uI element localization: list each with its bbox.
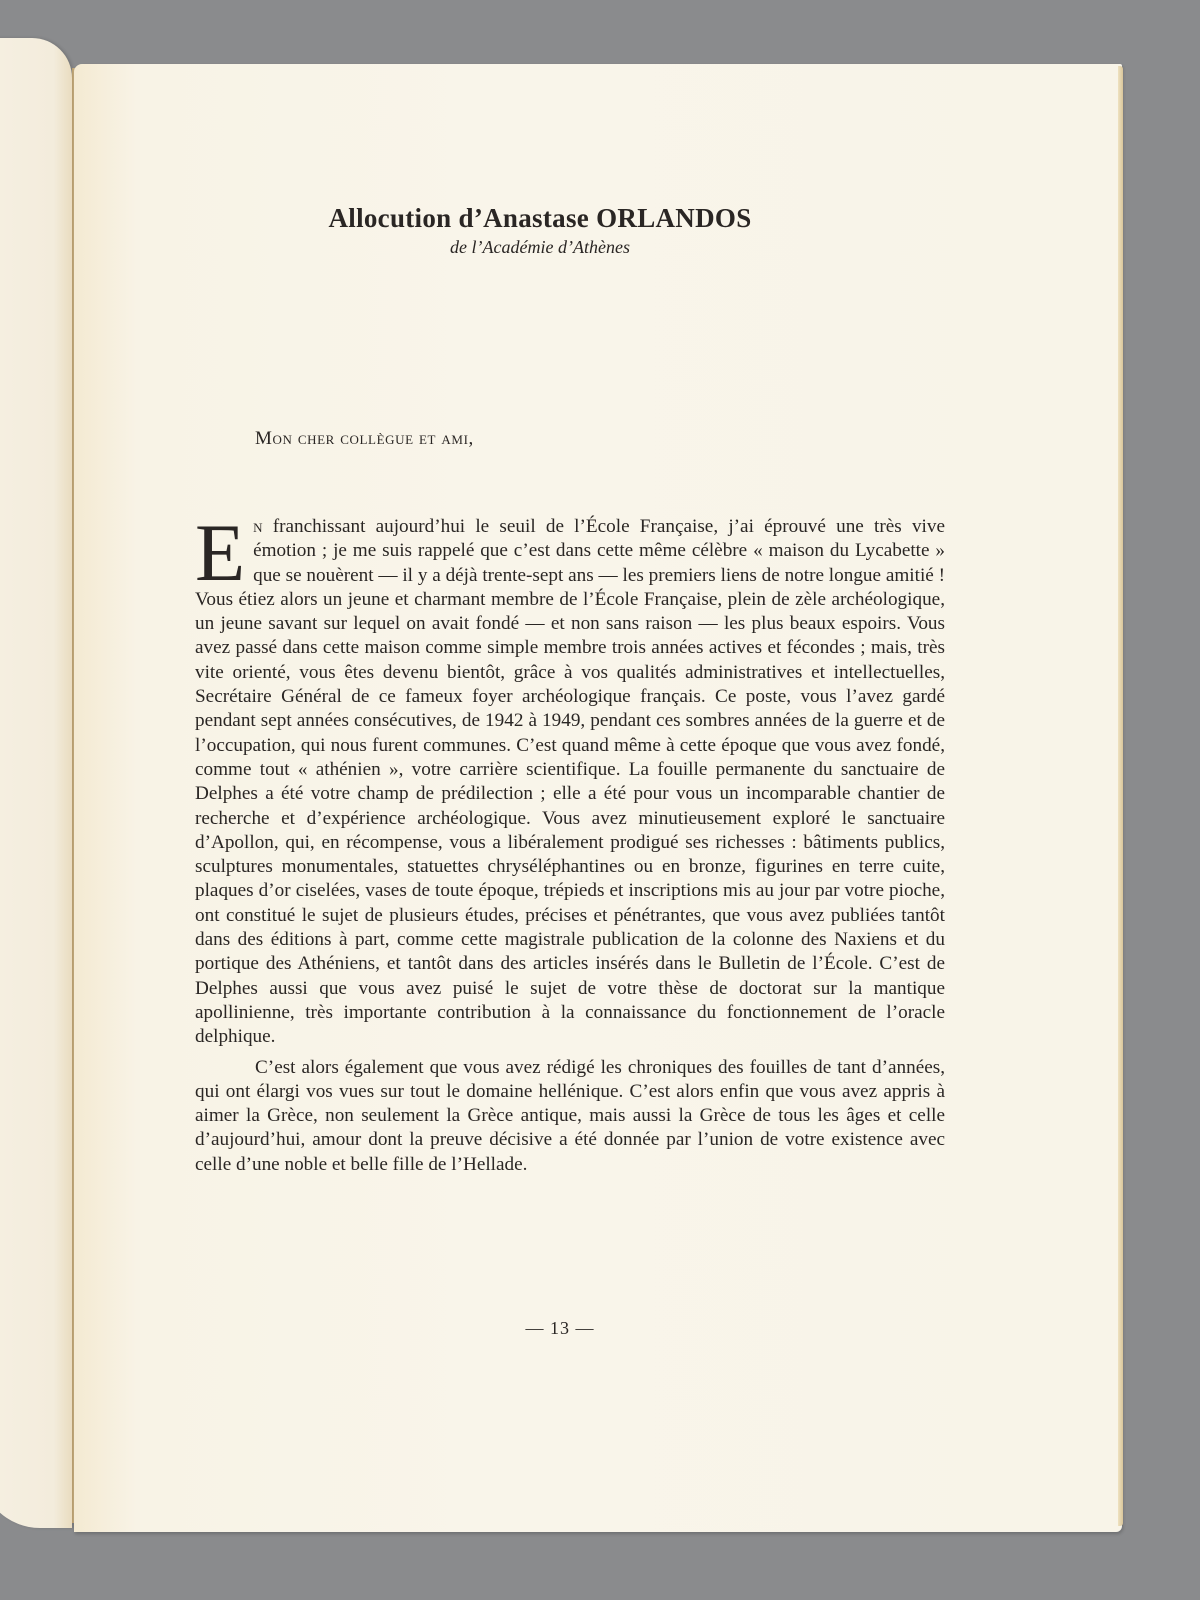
left-page-edge [0, 38, 72, 1528]
page-number: — 13 — [525, 1318, 595, 1338]
page-subtitle: de l’Académie d’Athènes [450, 237, 630, 257]
paragraph-2: C’est alors également que vous avez rédigé les chroniques des fouilles de tant d’années, qui ont élargi vos vues sur tout le domaine hellénique. C’est alors enfin que vous avez appris à aimer la Grèce, non seulement la Grèce antique, mais aussi la Grèce de tous les âges et celle d’aujourd’hui, amour dont la preuve décisive a été donnée par l’union de votre existence avec celle d’une noble et belle fille de l’Hellade. [195, 1056, 945, 1175]
salutation: Mon cher collègue et ami, [255, 428, 474, 449]
page-content [195, 200, 945, 1338]
page-stack-edge [1118, 66, 1123, 1526]
page-title: Allocution d’Anastase ORLANDOS [328, 203, 752, 233]
body-text [195, 507, 945, 1177]
paragraph-1-text: franchissant aujourd’hui le seuil de l’École Française, j’ai éprouvé une très vive émotion ; je me suis rappelé que c’est dans cette même célèbre « maison du Lycabette » que se nouèrent — il y a déjà trente-sept ans — les premiers liens de notre longue amitié ! Vous étiez alors un jeune et charmant membre de l’École Française, plein de zèle archéologique, un jeune savant sur lequel on avait fondé — et non sans raison — les plus beaux espoirs. Vous avez passé dans cette maison comme simple membre trois années actives et fécondes ; mais, très vite orienté, vous êtes devenu bientôt, grâce à vos qualités administratives et intellectuelles, Secrétaire Général de ce fameux foyer archéologique français. Ce poste, vous l’avez gardé pendant sept années consécutives, de 1942 à 1949, pendant ces sombres années de la guerre et de l’occupation, qui nous furent communes. C’est quand même à cette époque que vous avez fondé, comme tout « athénien », votre carrière scientifique. La fouille permanente du sanctuaire de Delphes a été votre champ de prédilection ; elle a été pour vous un incomparable chantier de recherche et d’expérience archéologique. Vous avez minutieusement exploré le sanctuaire d’Apollon, qui, en récompense, vous a libéralement prodigué ses richesses : bâtiments publics, sculptures monumentales, statuettes chryséléphantines ou en bronze, figurines en terre cuite, plaques d’or ciselées, vases de toute époque, trépieds et inscriptions mis au jour par votre pioche, ont constitué le sujet de plusieurs études, précises et pénétrantes, que vous avez publiées tantôt dans des éditions à part, comme cette magistrale publication de la colonne des Naxiens et du portique des Athéniens, et tantôt dans des articles insérés dans le Bulletin de l’École. C’est de Delphes aussi que vous avez puisé le sujet de votre thèse de doctorat sur la mantique apollinienne, très importante contribution à la connaissance du fonctionnement de l’oracle delphique. [195, 516, 945, 1048]
paragraph-1 [195, 507, 945, 1050]
drop-cap: E [195, 507, 246, 598]
lead-letters: n [253, 516, 263, 537]
